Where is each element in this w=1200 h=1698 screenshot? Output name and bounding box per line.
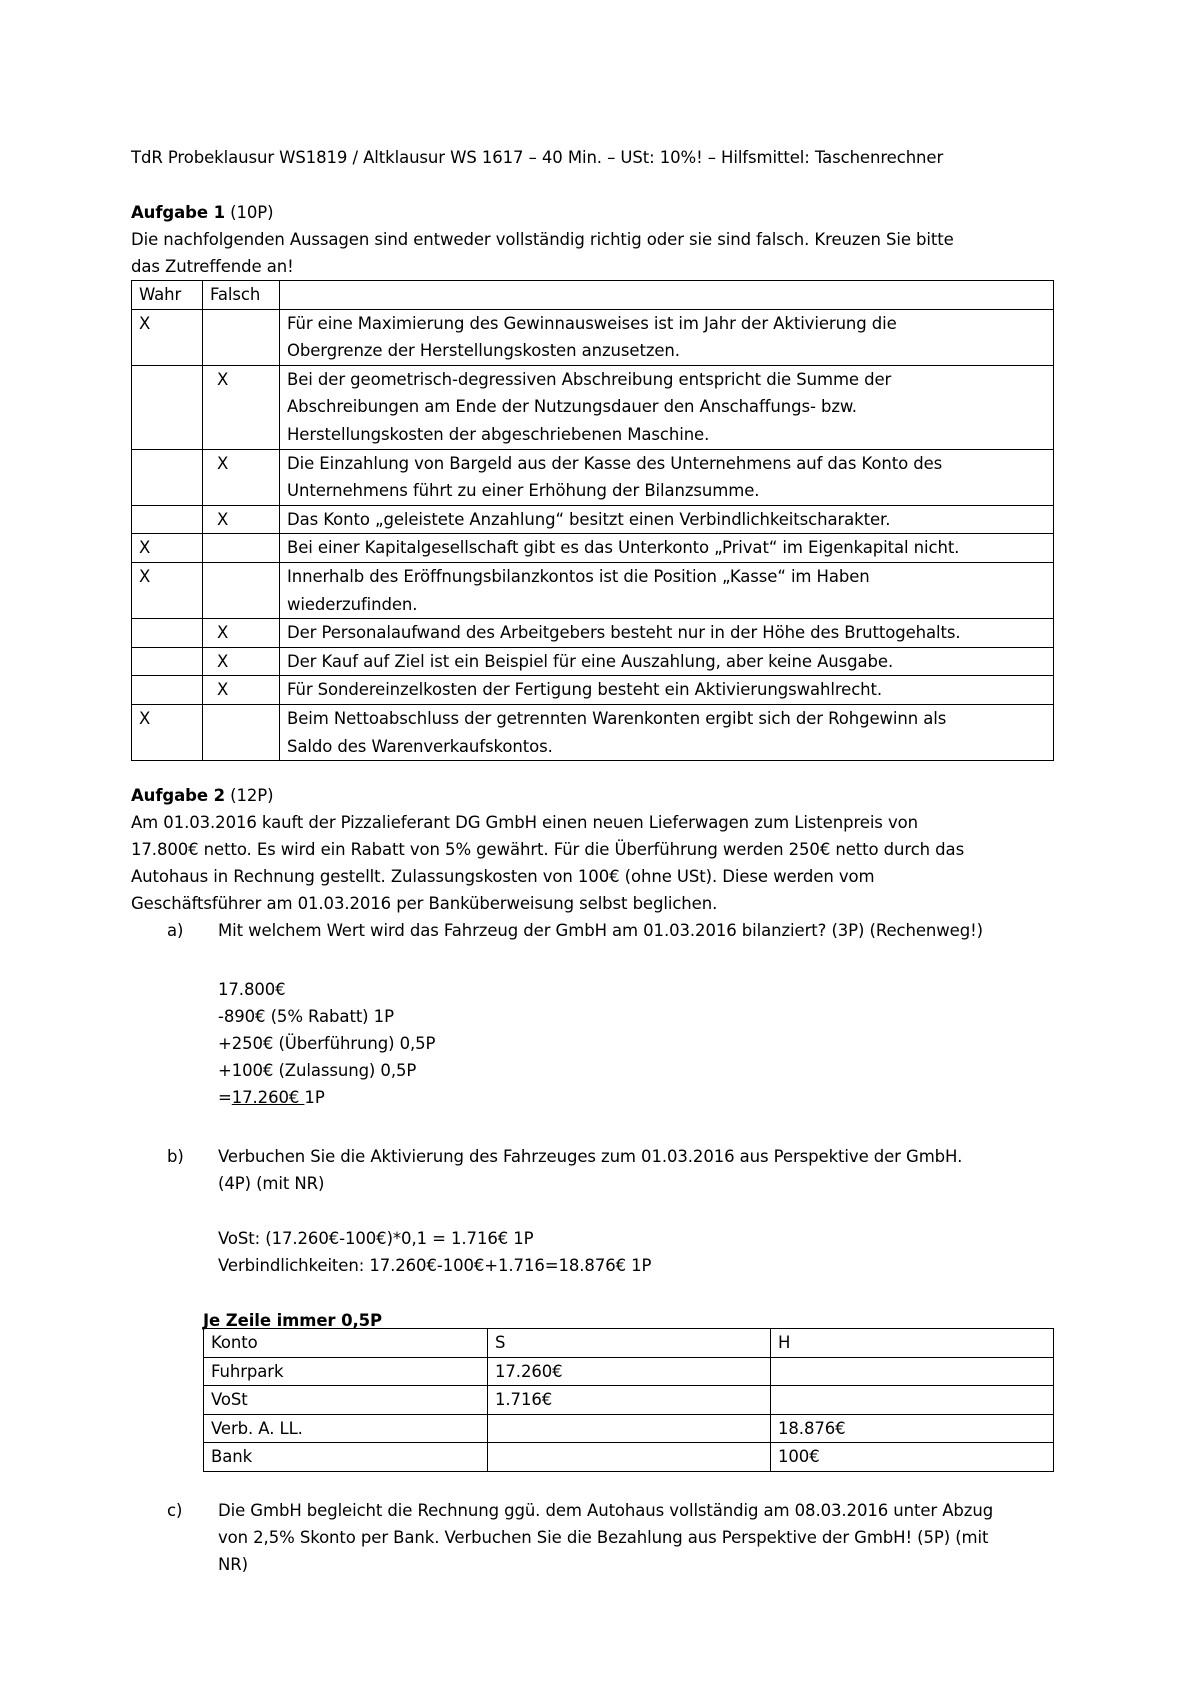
falsch-cell: X [203, 365, 280, 449]
statement-cell [280, 365, 1054, 449]
task1-intro-line-2: das Zutreffende an! [131, 257, 294, 276]
table-header-row [132, 281, 1054, 310]
wahr-cell [132, 647, 203, 676]
true-false-table [131, 280, 1054, 761]
debit-cell [488, 1414, 771, 1443]
statement-cell [280, 676, 1054, 705]
column-header-statement [280, 281, 1054, 310]
task2-heading [131, 782, 273, 810]
column-header-haben: H [771, 1329, 1054, 1358]
credit-cell: 100€ [771, 1443, 1054, 1472]
column-header-wahr: Wahr [132, 281, 203, 310]
result-value: 17.260€ [231, 1088, 305, 1107]
statement-line: Herstellungskosten der abgeschriebenen Maschine. [287, 424, 710, 444]
calc-line-discount: -890€ (5% Rabatt) 1P [218, 1007, 394, 1026]
subtask-c-question-line-3: NR) [218, 1555, 248, 1574]
falsch-cell [203, 534, 280, 563]
task2-intro-line-4: Geschäftsführer am 01.03.2016 per Banküberweisung selbst beglichen. [131, 894, 718, 913]
table-row [132, 449, 1054, 505]
table-row [132, 704, 1054, 760]
subtask-c-question-line-2: von 2,5% Skonto per Bank. Verbuchen Sie die Bezahlung aus Perspektive der GmbH! (5P) (mit [218, 1528, 989, 1547]
task2-intro-line-3: Autohaus in Rechnung gestellt. Zulassungskosten von 100€ (ohne USt). Diese werden vom [131, 867, 875, 886]
statement-line: wiederzufinden. [287, 594, 418, 614]
points-note: Je Zeile immer 0,5P [203, 1311, 383, 1330]
falsch-cell: X [203, 676, 280, 705]
table-row [132, 619, 1054, 648]
wahr-cell: X [132, 534, 203, 563]
result-points: 1P [304, 1088, 325, 1107]
falsch-cell: X [203, 647, 280, 676]
falsch-cell: X [203, 449, 280, 505]
account-cell: Verb. A. LL. [204, 1414, 488, 1443]
column-header-soll: S [488, 1329, 771, 1358]
table-row [204, 1386, 1054, 1415]
task1-heading [131, 199, 273, 227]
task2-intro-line-2: 17.800€ netto. Es wird ein Rabatt von 5% gewährt. Für die Überführung werden 250€ netto durch das [131, 840, 965, 859]
wahr-cell: X [132, 562, 203, 618]
statement-cell [280, 619, 1054, 648]
task1-intro-line-1: Die nachfolgenden Aussagen sind entweder vollständig richtig oder sie sind falsch. Kreuzen Sie bitte [131, 230, 954, 249]
task2-title: Aufgabe 2 [131, 786, 225, 805]
page-header: TdR Probeklausur WS1819 / Altklausur WS 1617 – 40 Min. – USt: 10%! – Hilfsmittel: Taschenrechner [131, 148, 944, 167]
subtask-c-question-line-1: Die GmbH begleicht die Rechnung ggü. dem Autohaus vollständig am 08.03.2016 unter Abzug [218, 1501, 994, 1520]
calc-line-liabilities: Verbindlichkeiten: 17.260€-100€+1.716=18.876€ 1P [218, 1256, 652, 1275]
subtask-b-question-line-2: (4P) (mit NR) [218, 1174, 325, 1193]
calc-line-list-price: 17.800€ [218, 980, 286, 999]
wahr-cell [132, 619, 203, 648]
subtask-a-label: a) [167, 921, 184, 940]
falsch-cell [203, 309, 280, 365]
table-row [204, 1357, 1054, 1386]
account-cell: VoSt [204, 1386, 488, 1415]
table-row [132, 647, 1054, 676]
account-cell: Bank [204, 1443, 488, 1472]
debit-cell [488, 1443, 771, 1472]
task1-points: (10P) [230, 203, 274, 222]
statement-line: Bei einer Kapitalgesellschaft gibt es das Unterkonto „Privat“ im Eigenkapital nicht. [287, 538, 960, 558]
statement-line: Das Konto „geleistete Anzahlung“ besitzt einen Verbindlichkeitscharakter. [287, 509, 891, 529]
statement-line: Bei der geometrisch-degressiven Abschreibung entspricht die Summe der [287, 369, 892, 389]
wahr-cell: X [132, 704, 203, 760]
table-row [132, 365, 1054, 449]
table-row [132, 562, 1054, 618]
table-row [132, 676, 1054, 705]
statement-line: Die Einzahlung von Bargeld aus der Kasse des Unternehmens auf das Konto des [287, 453, 943, 473]
column-header-falsch: Falsch [203, 281, 280, 310]
falsch-cell [203, 562, 280, 618]
wahr-cell: X [132, 309, 203, 365]
falsch-cell [203, 704, 280, 760]
statement-line: Beim Nettoabschluss der getrennten Warenkonten ergibt sich der Rohgewinn als [287, 708, 947, 728]
statement-cell [280, 562, 1054, 618]
statement-cell [280, 309, 1054, 365]
statement-cell [280, 505, 1054, 534]
wahr-cell [132, 505, 203, 534]
statement-line: Unternehmens führt zu einer Erhöhung der Bilanzsumme. [287, 481, 760, 501]
calc-line-vost: VoSt: (17.260€-100€)*0,1 = 1.716€ 1P [218, 1229, 534, 1248]
statement-line: Innerhalb des Eröffnungsbilanzkontos ist die Position „Kasse“ im Haben [287, 566, 870, 586]
statement-cell [280, 534, 1054, 563]
falsch-cell: X [203, 505, 280, 534]
subtask-c-label: c) [167, 1501, 183, 1520]
account-cell: Fuhrpark [204, 1357, 488, 1386]
statement-line: Obergrenze der Herstellungskosten anzusetzen. [287, 341, 680, 361]
table-row [132, 534, 1054, 563]
task1-title: Aufgabe 1 [131, 203, 225, 222]
table-row [132, 505, 1054, 534]
task2-intro-line-1: Am 01.03.2016 kauft der Pizzalieferant DG GmbH einen neuen Lieferwagen zum Listenpreis von [131, 813, 918, 832]
statement-line: Der Personalaufwand des Arbeitgebers besteht nur in der Höhe des Bruttogehalts. [287, 623, 961, 643]
calc-line-result [218, 1084, 325, 1112]
statement-cell [280, 647, 1054, 676]
statement-line: Für eine Maximierung des Gewinnausweises ist im Jahr der Aktivierung die [287, 313, 897, 333]
statement-line: Saldo des Warenverkaufskontos. [287, 736, 553, 756]
booking-table [203, 1328, 1054, 1472]
table-row [204, 1414, 1054, 1443]
statement-cell [280, 449, 1054, 505]
falsch-cell: X [203, 619, 280, 648]
credit-cell [771, 1357, 1054, 1386]
table-row [204, 1443, 1054, 1472]
debit-cell: 17.260€ [488, 1357, 771, 1386]
statement-line: Für Sondereinzelkosten der Fertigung besteht ein Aktivierungswahlrecht. [287, 680, 883, 700]
calc-line-transfer: +250€ (Überführung) 0,5P [218, 1034, 436, 1053]
subtask-a-question: Mit welchem Wert wird das Fahrzeug der GmbH am 01.03.2016 bilanziert? (3P) (Rechenweg!) [218, 921, 983, 940]
calc-line-registration: +100€ (Zulassung) 0,5P [218, 1061, 417, 1080]
column-header-konto: Konto [204, 1329, 488, 1358]
wahr-cell [132, 449, 203, 505]
subtask-b-question-line-1: Verbuchen Sie die Aktivierung des Fahrzeuges zum 01.03.2016 aus Perspektive der GmbH. [218, 1147, 963, 1166]
result-prefix: = [218, 1088, 232, 1107]
task2-points: (12P) [230, 786, 274, 805]
credit-cell [771, 1386, 1054, 1415]
wahr-cell [132, 365, 203, 449]
subtask-b-label: b) [167, 1147, 184, 1166]
credit-cell: 18.876€ [771, 1414, 1054, 1443]
statement-line: Abschreibungen am Ende der Nutzungsdauer den Anschaffungs- bzw. [287, 397, 857, 417]
table-header-row [204, 1329, 1054, 1358]
debit-cell: 1.716€ [488, 1386, 771, 1415]
table-row [132, 309, 1054, 365]
statement-cell [280, 704, 1054, 760]
wahr-cell [132, 676, 203, 705]
statement-line: Der Kauf auf Ziel ist ein Beispiel für eine Auszahlung, aber keine Ausgabe. [287, 651, 894, 671]
